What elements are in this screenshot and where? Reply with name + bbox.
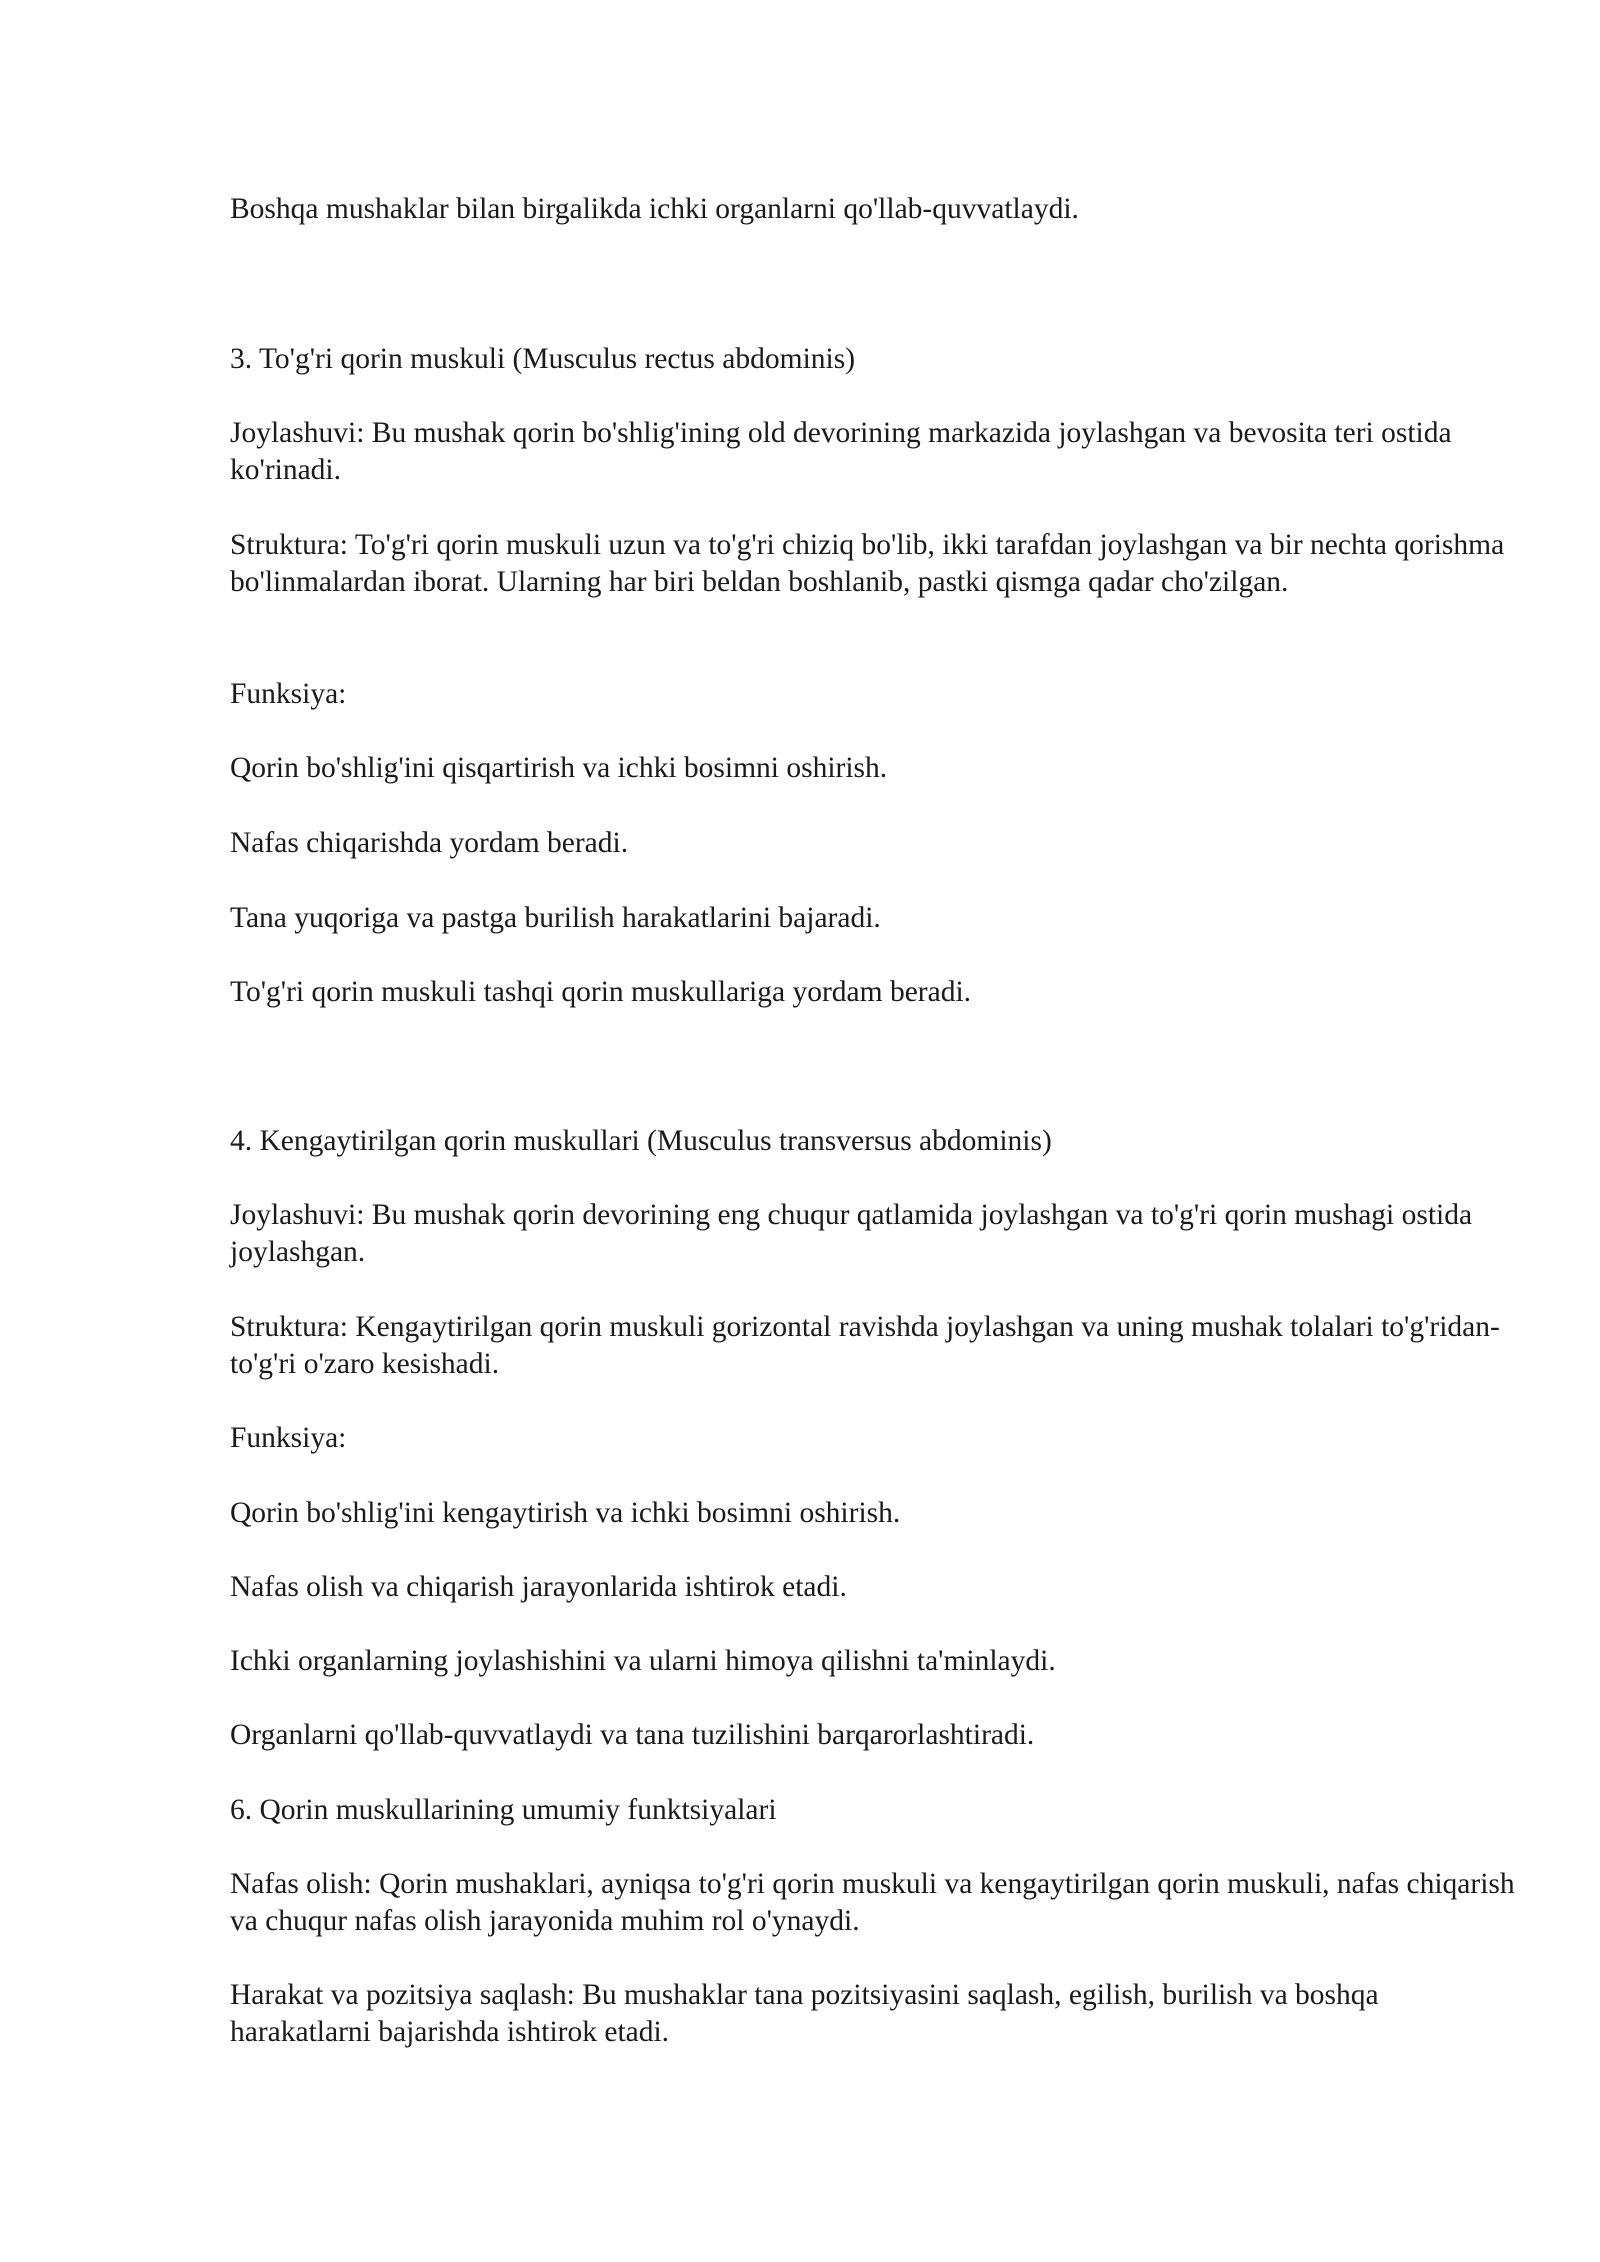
list-item-rectus-function-2: Nafas chiqarishda yordam beradi. — [230, 827, 629, 859]
list-item-transversus-function-4: Organlarni qo'llab-quvvatlaydi va tana tuzilishini barqarorlashtiradi. — [230, 1719, 1035, 1751]
section-heading-general-functions: 6. Qorin muskullarining umumiy funktsiyalari — [230, 1794, 777, 1826]
list-item-rectus-function-4: To'g'ri qorin muskuli tashqi qorin muskullariga yordam beradi. — [230, 976, 972, 1008]
paragraph-rectus-structure: Struktura: To'g'ri qorin muskuli uzun va to'g'ri chiziq bo'lib, ikki tarafdan joylashgan va bir nechta qorishma bo'linmalardan iborat. Ularning har biri beldan boshlanib, pastki qismga qadar cho'zilgan. — [230, 529, 1505, 598]
paragraph-breathing: Nafas olish: Qorin mushaklari, ayniqsa to'g'ri qorin muskuli va kengaytirilgan qorin muskuli, nafas chiqarish va chuqur nafas olish jarayonida muhim rol o'ynaydi. — [230, 1868, 1515, 1937]
list-item-rectus-function-3: Tana yuqoriga va pastga burilish harakatlarini bajaradi. — [230, 902, 881, 934]
list-item-rectus-function-1: Qorin bo'shlig'ini qisqartirish va ichki bosimni oshirish. — [230, 752, 888, 784]
paragraph-organ-support: Boshqa mushaklar bilan birgalikda ichki organlarni qo'llab-quvvatlaydi. — [230, 193, 1079, 225]
paragraph-movement-posture: Harakat va pozitsiya saqlash: Bu mushaklar tana pozitsiyasini saqlash, egilish, burilish va boshqa harakatlarni bajarishda ishtirok etadi. — [230, 1979, 1379, 2048]
list-item-transversus-function-2: Nafas olish va chiqarish jarayonlarida ishtirok etadi. — [230, 1571, 847, 1603]
section-heading-transversus-abdominis: 4. Kengaytirilgan qorin muskullari (Musculus transversus abdominis) — [230, 1125, 1052, 1157]
paragraph-rectus-location: Joylashuvi: Bu mushak qorin bo'shlig'ining old devorining markazida joylashgan va bevosita teri ostida ko'rinadi. — [230, 417, 1452, 486]
paragraph-transversus-location: Joylashuvi: Bu mushak qorin devorining eng chuqur qatlamida joylashgan va to'g'ri qorin mushagi ostida joylashgan. — [230, 1199, 1473, 1268]
section-heading-rectus-abdominis: 3. To'g'ri qorin muskuli (Musculus rectus abdominis) — [230, 343, 856, 375]
label-function-rectus: Funksiya: — [230, 678, 347, 710]
list-item-transversus-function-1: Qorin bo'shlig'ini kengaytirish va ichki bosimni oshirish. — [230, 1497, 901, 1529]
list-item-transversus-function-3: Ichki organlarning joylashishini va ularni himoya qilishni ta'minlaydi. — [230, 1645, 1056, 1677]
paragraph-transversus-structure: Struktura: Kengaytirilgan qorin muskuli gorizontal ravishda joylashgan va uning mushak tolalari to'g'ridan-to'g'ri o'zaro kesishadi. — [230, 1311, 1500, 1380]
label-function-transversus: Funksiya: — [230, 1422, 347, 1454]
